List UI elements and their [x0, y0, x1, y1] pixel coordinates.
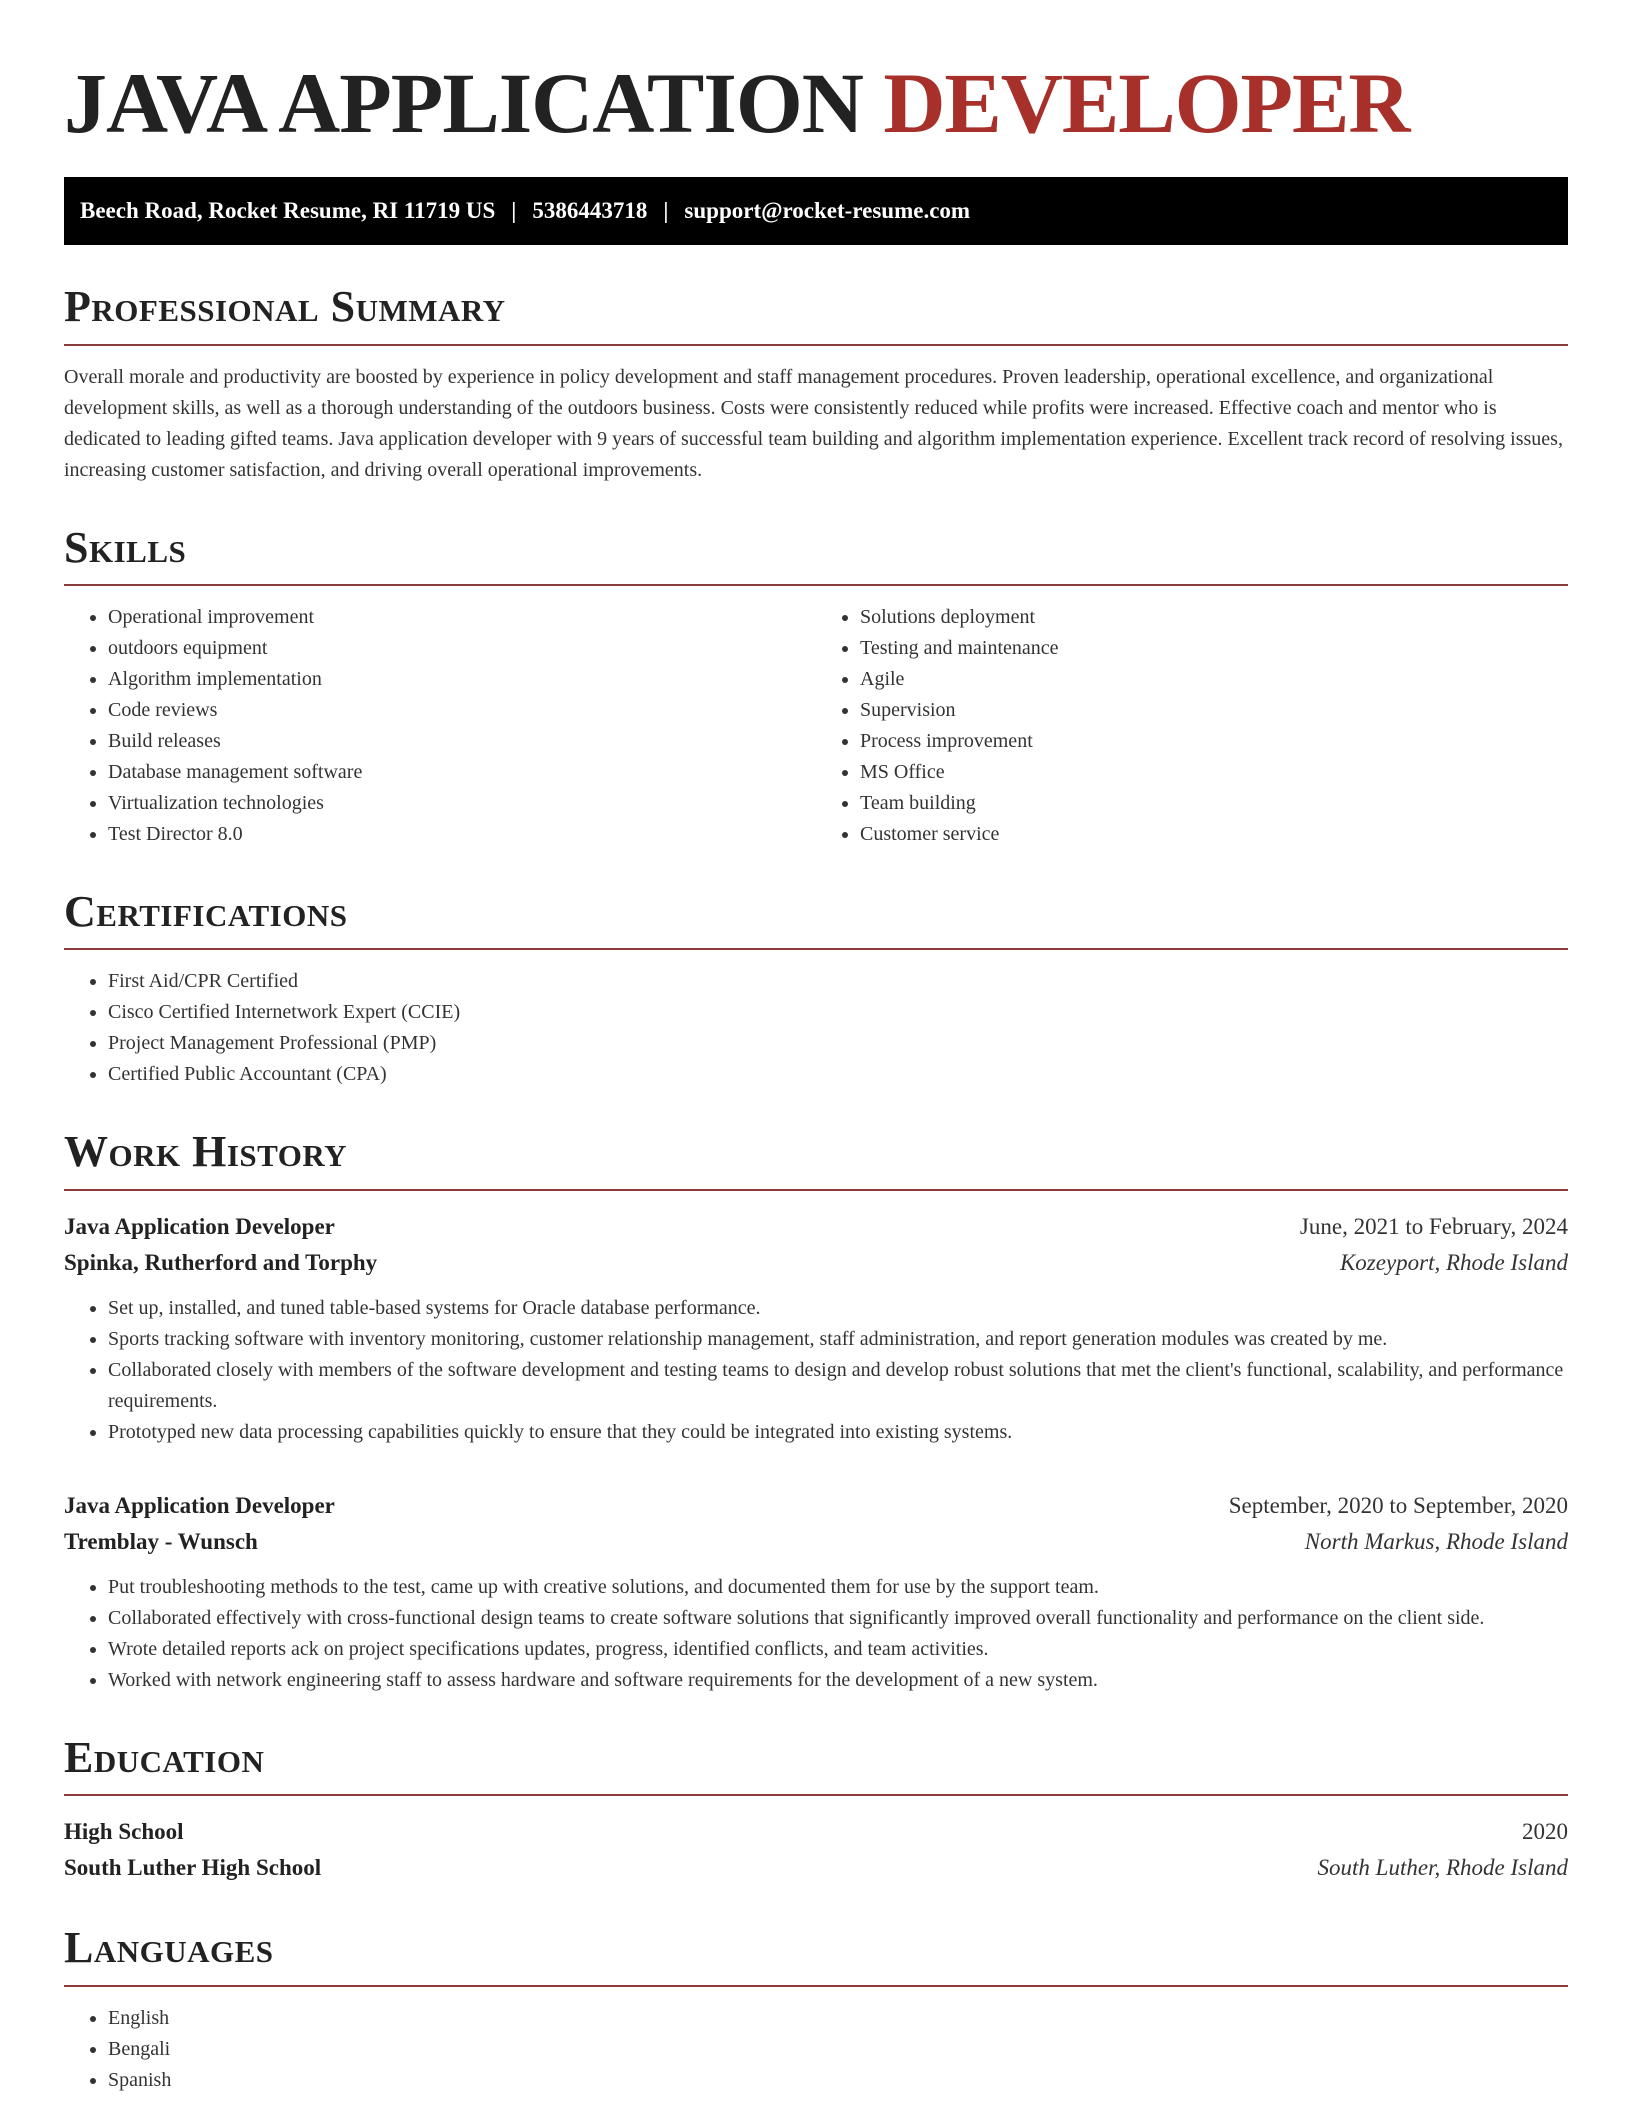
skill-item: • Operational improvement	[108, 602, 816, 633]
work-history-section	[64, 1128, 1568, 1695]
skills-list-right	[816, 602, 1568, 850]
skill-item: • Algorithm implementation	[108, 664, 816, 695]
skill-item: • Testing and maintenance	[860, 633, 1568, 664]
skill-item: • outdoors equipment	[108, 633, 816, 664]
job-company: Spinka, Rutherford and Torphy	[64, 1249, 378, 1275]
skill-item: • Solutions deployment	[860, 602, 1568, 633]
languages-list	[64, 2003, 1568, 2096]
certifications-heading: Certifications	[64, 888, 1568, 950]
job-bullets	[64, 1572, 1568, 1696]
job-dates: June, 2021 to February, 2024	[1299, 1213, 1568, 1239]
language-item: • Bengali	[108, 2034, 1568, 2065]
job-role: Java Application Developer	[64, 1213, 335, 1239]
resume-name	[64, 52, 1568, 155]
contact-phone: 5386443718	[532, 198, 648, 224]
job-entry	[64, 1209, 1568, 1448]
skill-item: • MS Office	[860, 757, 1568, 788]
language-item: • Spanish	[108, 2065, 1568, 2096]
skills-section	[64, 524, 1568, 850]
job-entry	[64, 1488, 1568, 1696]
job-bullet: • Put troubleshooting methods to the test, came up with creative solutions, and documented them for use by the support team.	[108, 1572, 1568, 1603]
education-heading: Education	[64, 1734, 1568, 1796]
skills-heading: Skills	[64, 524, 1568, 586]
certification-item: • First Aid/CPR Certified	[108, 966, 1568, 997]
skill-item: • Process improvement	[860, 726, 1568, 757]
job-bullet: • Prototyped new data processing capabilities quickly to ensure that they could be integrated into existing systems.	[108, 1417, 1568, 1448]
contact-separator: |	[663, 198, 669, 224]
languages-heading: Languages	[64, 1924, 1568, 1986]
skill-item: • Agile	[860, 664, 1568, 695]
education-degree: High School	[64, 1819, 184, 1845]
skill-item: • Supervision	[860, 695, 1568, 726]
job-dates: September, 2020 to September, 2020	[1228, 1492, 1568, 1518]
skill-item: • Build releases	[108, 726, 816, 757]
skills-grid	[64, 602, 1568, 850]
work-history-heading: Work History	[64, 1128, 1568, 1190]
job-bullet: • Collaborated closely with members of the software development and testing teams to design and develop robust solutions that met the client's functional, scalability, and performance requirements.	[108, 1355, 1568, 1417]
language-item: • English	[108, 2003, 1568, 2034]
job-bullets	[64, 1293, 1568, 1448]
education-entry	[64, 1814, 1568, 1886]
skill-item: • Code reviews	[108, 695, 816, 726]
job-bullet: • Worked with network engineering staff to assess hardware and software requirements for the development of a new system.	[108, 1665, 1568, 1696]
name-accent: DEVELOPER	[883, 55, 1410, 151]
summary-section	[64, 283, 1568, 485]
job-location: Kozeyport, Rhode Island	[1339, 1249, 1568, 1275]
education-location: South Luther, Rhode Island	[1317, 1855, 1568, 1881]
skill-item: • Virtualization technologies	[108, 788, 816, 819]
certification-item: • Certified Public Accountant (CPA)	[108, 1059, 1568, 1090]
contact-email: support@rocket-resume.com	[684, 198, 971, 224]
contact-address: Beech Road, Rocket Resume, RI 11719 US	[80, 198, 496, 224]
job-bullet: • Collaborated effectively with cross-functional design teams to create software solutions that significantly improved overall functionality and performance on the client side.	[108, 1603, 1568, 1634]
job-bullet: • Set up, installed, and tuned table-based systems for Oracle database performance.	[108, 1293, 1568, 1324]
certification-item: • Cisco Certified Internetwork Expert (CCIE)	[108, 997, 1568, 1028]
skill-item: • Database management software	[108, 757, 816, 788]
summary-text: Overall morale and productivity are boosted by experience in policy development and staff management procedures. Proven leadership, operational excellence, and organizational development skills, as well as a thorough understanding of the outdoors business. Costs were consistently reduced while profits were increased. Effective coach and mentor who is dedicated to leading gifted teams. Java application developer with 9 years of successful team building and algorithm implementation experience. Excellent track record of resolving issues, increasing customer satisfaction, and driving overall operational improvements.	[64, 365, 1563, 481]
skill-item: • Team building	[860, 788, 1568, 819]
contact-separator: |	[511, 198, 517, 224]
job-location: North Markus, Rhode Island	[1304, 1528, 1568, 1554]
contact-bar	[64, 177, 1568, 245]
skills-list-left	[64, 602, 816, 850]
certification-item: • Project Management Professional (PMP)	[108, 1028, 1568, 1059]
languages-section	[64, 1924, 1568, 2095]
education-school: South Luther High School	[64, 1855, 322, 1881]
skill-item: • Customer service	[860, 819, 1568, 850]
job-bullet: • Wrote detailed reports ack on project specifications updates, progress, identified conflicts, and team activities.	[108, 1634, 1568, 1665]
job-bullet: • Sports tracking software with inventory monitoring, customer relationship management, staff administration, and report generation modules was created by me.	[108, 1324, 1568, 1355]
education-year: 2020	[1522, 1819, 1568, 1845]
skill-item: • Test Director 8.0	[108, 819, 816, 850]
job-company: Tremblay - Wunsch	[64, 1528, 258, 1554]
summary-heading: Professional Summary	[64, 283, 1568, 345]
job-role: Java Application Developer	[64, 1492, 335, 1518]
certifications-list	[64, 966, 1568, 1090]
certifications-section	[64, 888, 1568, 1090]
education-section	[64, 1734, 1568, 1886]
name-first: JAVA APPLICATION	[64, 55, 863, 151]
